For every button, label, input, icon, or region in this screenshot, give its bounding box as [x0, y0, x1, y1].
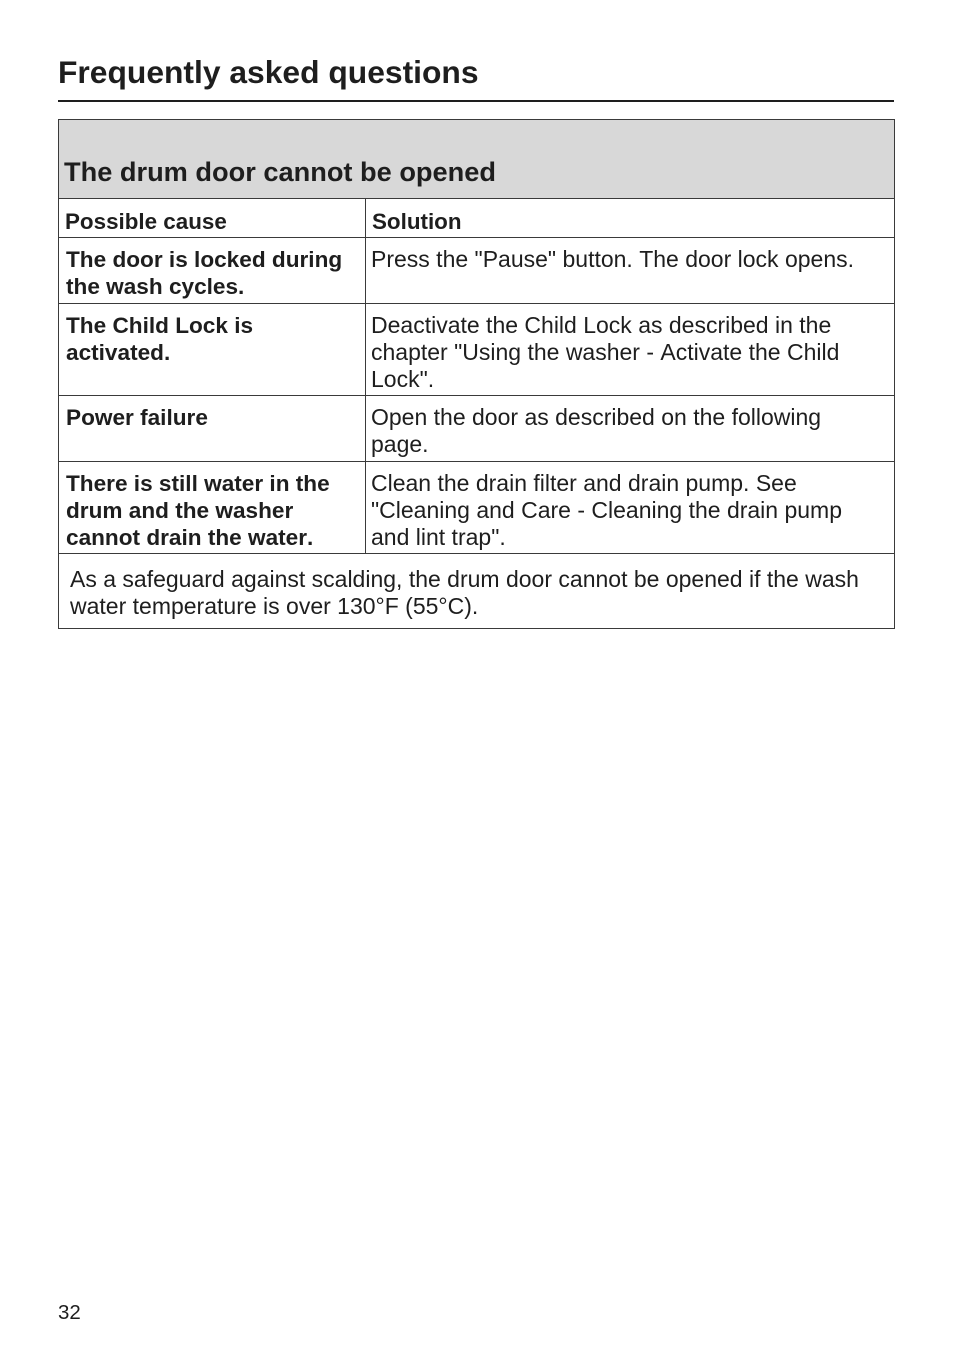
faq-table [58, 119, 895, 629]
solution-cell: Open the door as described on the following page. [366, 396, 895, 462]
section-heading-row [59, 120, 895, 199]
table-row [59, 396, 895, 462]
safety-note: As a safeguard against scalding, the drum door cannot be opened if the wash water temperature is over 130°F (55°C). [59, 554, 895, 629]
page-title: Frequently asked questions [58, 54, 479, 90]
table-row [59, 303, 895, 396]
solution-cell: Deactivate the Child Lock as described in the chapter "Using the washer - Activate the Child Lock". [366, 303, 895, 396]
table-row [59, 238, 895, 304]
cause-cell: Power failure [59, 396, 366, 462]
solution-cell: Clean the drain filter and drain pump. See "Cleaning and Care - Cleaning the drain pump and lint trap". [366, 461, 895, 554]
cause-cell: The Child Lock is activated. [59, 303, 366, 396]
title-divider [58, 100, 894, 102]
section-heading: The drum door cannot be opened [59, 120, 895, 199]
page-number: 32 [58, 1301, 81, 1324]
note-row [59, 554, 895, 629]
column-header-row [59, 199, 895, 238]
table-row [59, 461, 895, 554]
cause-cell: There is still water in the drum and the washer cannot drain the water. [59, 461, 366, 554]
solution-cell: Press the "Pause" button. The door lock opens. [366, 238, 895, 304]
cause-cell: The door is locked during the wash cycles. [59, 238, 366, 304]
column-header-solution: Solution [366, 199, 895, 238]
column-header-cause: Possible cause [59, 199, 366, 238]
